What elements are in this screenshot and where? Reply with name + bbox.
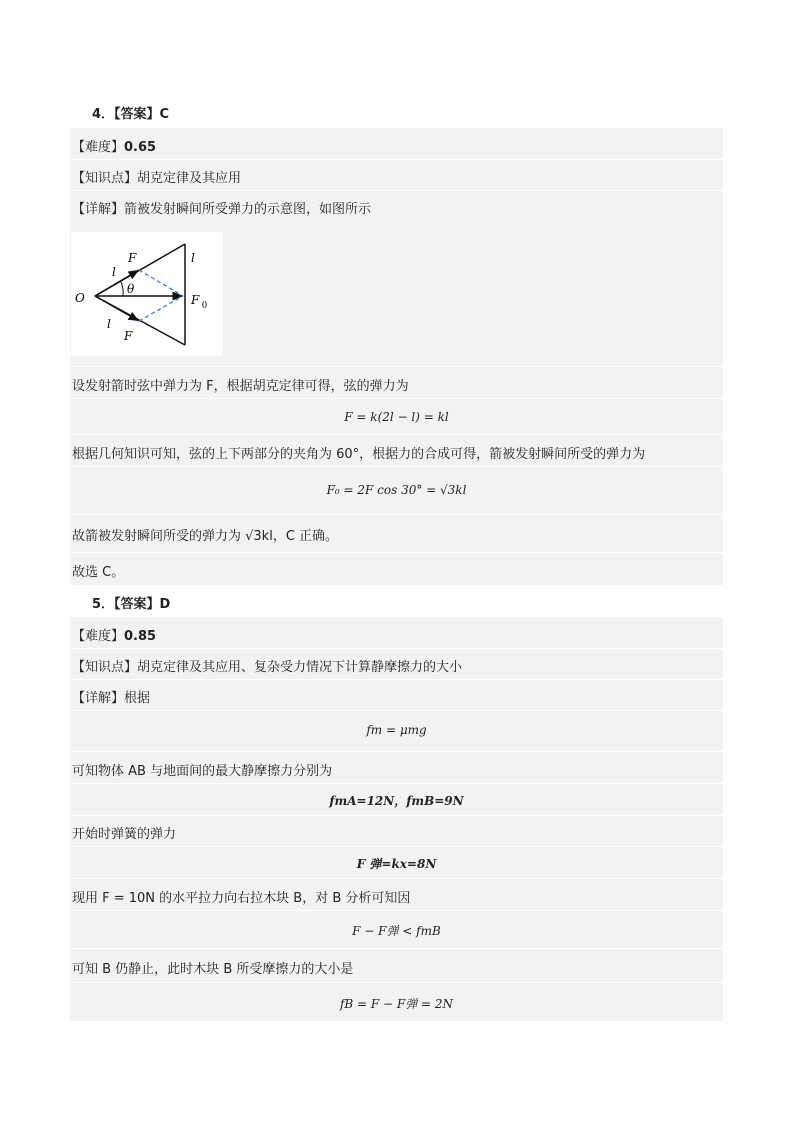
label-O: O: [75, 291, 85, 305]
difficulty-label: 【难度】: [72, 629, 125, 644]
q5-equation-1: fm = μmg: [366, 723, 427, 737]
detail-text: 根据: [124, 691, 151, 706]
q5-equation-4: F − F弹 < fmB: [352, 924, 441, 938]
q5-eq5-row: [70, 982, 723, 1021]
q4-answer-block: [70, 127, 723, 585]
q4-difficulty-row: [70, 127, 723, 159]
knowledge-label: 【知识点】: [72, 660, 138, 675]
knowledge-value: 胡克定律及其应用、复杂受力情况下计算静摩擦力的大小: [137, 660, 463, 675]
detail-label: 【详解】: [72, 691, 125, 706]
difficulty-label: 【难度】: [72, 140, 125, 155]
q4-line2: 根据几何知识可知，弦的上下两部分的夹角为 60°，根据力的合成可得，箭被发射瞬间所受的弹力为: [72, 447, 646, 462]
q5-answer-block: [70, 616, 723, 1021]
q5-eq4-row: [70, 910, 723, 948]
q5-line1: 可知物体 AB 与地面间的最大静摩擦力分别为: [72, 764, 333, 779]
q4-knowledge-row: [70, 159, 723, 190]
label-l-right: l: [191, 251, 195, 265]
q5-line3-row: [70, 878, 723, 910]
q5-eq1-row: [70, 710, 723, 751]
parallelogram-upper: [139, 270, 183, 296]
difficulty-value: 0.85: [124, 629, 157, 644]
q5-equation-3: F 弹=kx=8N: [356, 857, 437, 871]
q5-equation-5: fB = F − F弹 = 2N: [339, 997, 454, 1011]
q5-line3: 现用 F = 10N 的水平拉力向右拉木块 B，对 B 分析可知因: [72, 891, 411, 906]
detail-text: 箭被发射瞬间所受弹力的示意图，如图所示: [124, 202, 372, 217]
q4-eq2-row: [70, 466, 723, 514]
q4-line4-row: [70, 552, 723, 585]
q5-difficulty-row: [70, 616, 723, 648]
force-arrow-lower: [95, 296, 139, 321]
q4-equation-2: F₀ = 2F cos 30° = √3kl: [326, 483, 467, 497]
q4-equation-1: F = k(2l − l) = kl: [344, 410, 449, 424]
q5-detail-row: [70, 679, 723, 710]
q5-line2-row: [70, 815, 723, 846]
q4-line1-row: [70, 366, 723, 398]
label-l-top: l: [112, 265, 116, 279]
parallelogram-lower: [139, 296, 183, 321]
q5-line4: 可知 B 仍静止，此时木块 B 所受摩擦力的大小是: [72, 962, 354, 977]
q4-header: 4．【答案】C: [92, 107, 170, 122]
q4-line4: 故选 C。: [72, 565, 125, 580]
q5-eq3-row: [70, 846, 723, 878]
q4-line3: 故箭被发射瞬间所受的弹力为 √3kl，C 正确。: [72, 529, 339, 544]
q4-line2-row: [70, 434, 723, 466]
angle-arc: [121, 282, 123, 296]
q4-line1: 设发射箭时弦中弹力为 F，根据胡克定律可得，弦的弹力为: [72, 379, 409, 394]
label-F-top: F: [128, 251, 137, 265]
label-theta: θ: [127, 282, 135, 296]
q5-header: 5．【答案】D: [92, 597, 171, 612]
q5-equation-2: fmA=12N，fmB=9N: [329, 794, 464, 808]
q5-eq2-row: [70, 783, 723, 815]
q5-line2: 开始时弹簧的弹力: [72, 827, 177, 842]
q4-eq1-row: [70, 398, 723, 434]
label-F0-subscript: 0: [202, 300, 207, 311]
knowledge-label: 【知识点】: [72, 171, 138, 186]
q5-knowledge-row: [70, 648, 723, 679]
knowledge-value: 胡克定律及其应用: [137, 171, 242, 186]
q5-line4-row: [70, 948, 723, 982]
q4-line3-row: [70, 514, 723, 552]
label-F0: F: [191, 293, 200, 307]
q5-line1-row: [70, 751, 723, 783]
label-F-bottom: F: [124, 329, 133, 343]
label-l-bottom: l: [107, 317, 111, 331]
detail-label: 【详解】: [72, 202, 125, 217]
difficulty-value: 0.65: [124, 140, 157, 155]
force-diagram: [71, 232, 223, 356]
